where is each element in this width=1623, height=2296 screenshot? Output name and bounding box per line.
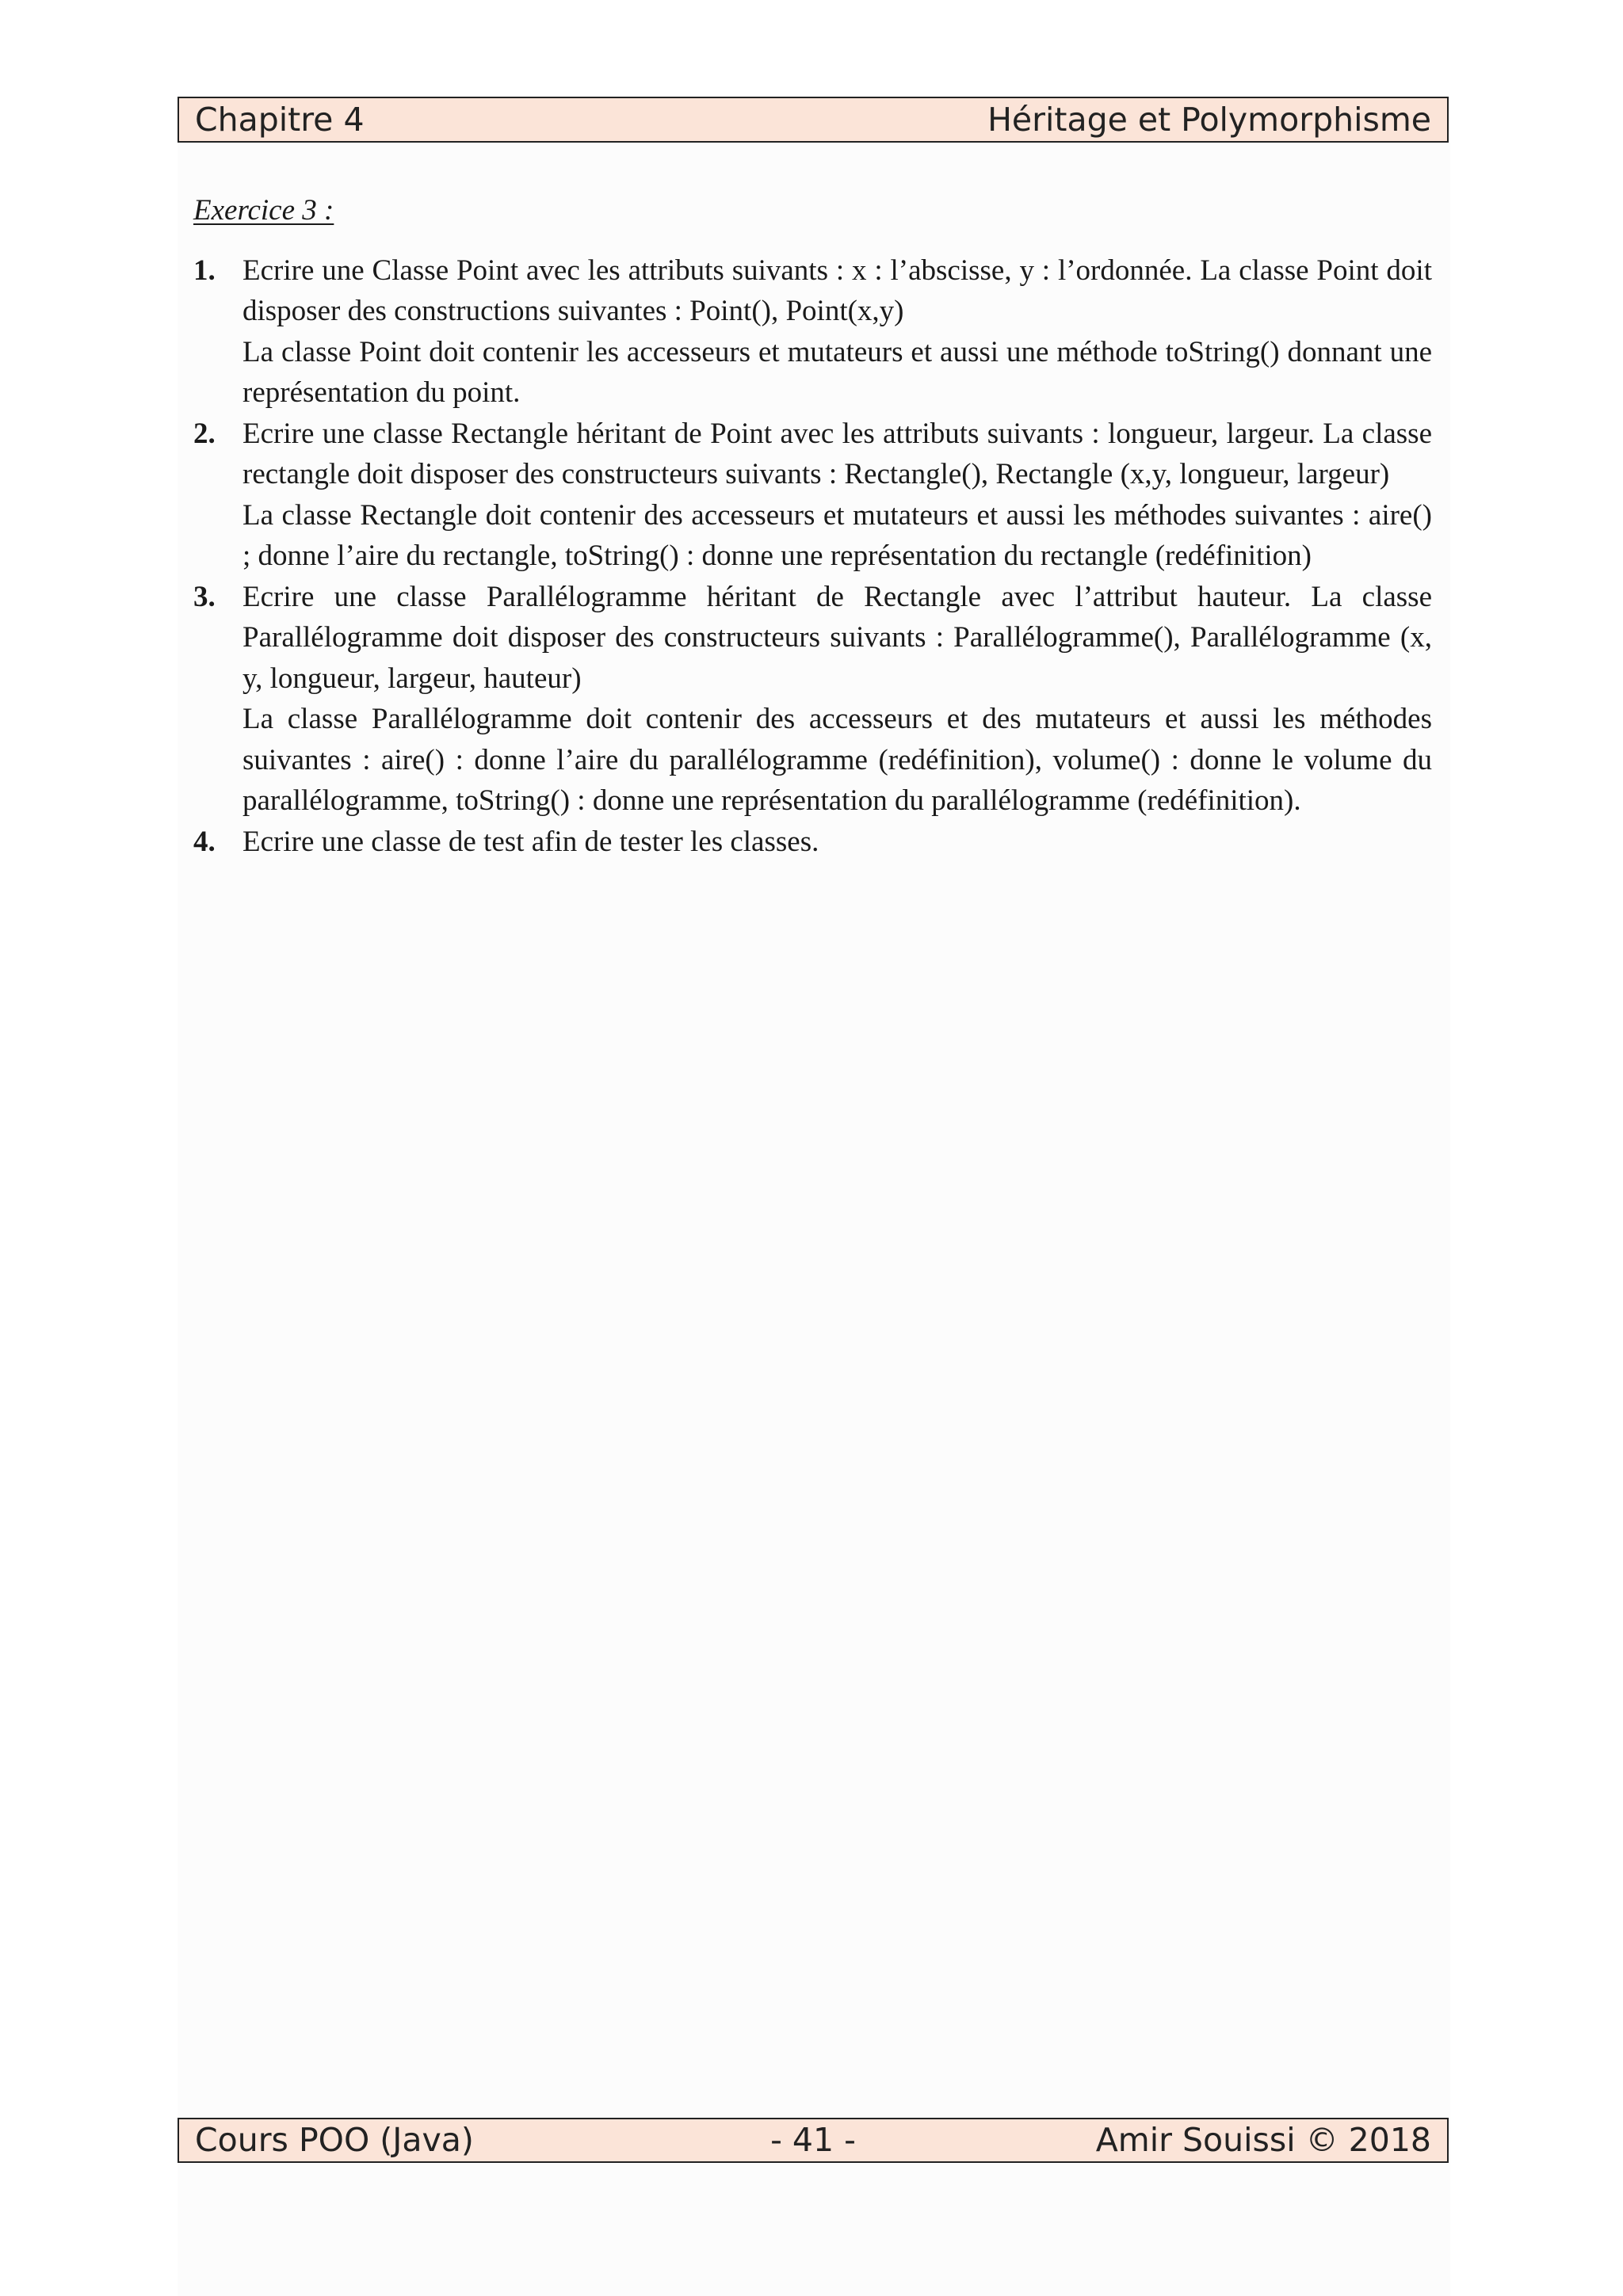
item-paragraph: La classe Parallélogramme doit contenir des accesseurs et des mutateurs et aussi les méthodes suivantes : aire() : donne l’aire du parallélogramme (redéfinition), volume() : donne le volume du parallélogramme, toString() : donne une représentation du parallélogramme (redéfinition).: [242, 703, 1432, 817]
list-item: [193, 822, 1432, 863]
chapter-label: Chapitre 4: [195, 100, 365, 139]
list-item: [193, 577, 1432, 822]
item-paragraph: Ecrire une classe de test afin de tester les classes.: [242, 825, 819, 858]
item-number: 3.: [193, 580, 216, 613]
list-item: [193, 250, 1432, 414]
item-paragraph: Ecrire une classe Parallélogramme héritant de Rectangle avec l’attribut hauteur. La classe Parallélogramme doit disposer des constructeurs suivants : Parallélogramme(), Parallélogramme (x, y, longueur, largeur, hauteur): [242, 580, 1432, 695]
exercise-section: [193, 190, 1432, 862]
page-header: [178, 97, 1449, 143]
chapter-title: Héritage et Polymorphisme: [987, 100, 1431, 139]
page-footer: [178, 2118, 1449, 2163]
item-paragraph: Ecrire une Classe Point avec les attributs suivants : x : l’abscisse, y : l’ordonnée. La classe Point doit disposer des constructions suivantes : Point(), Point(x,y): [242, 254, 1432, 327]
item-paragraph: La classe Point doit contenir les accesseurs et mutateurs et aussi une méthode toString() donnant une représentation du point.: [242, 335, 1432, 409]
item-number: 4.: [193, 825, 216, 858]
copyright: Amir Souissi © 2018: [1095, 2121, 1431, 2159]
list-item: [193, 414, 1432, 577]
item-paragraph: La classe Rectangle doit contenir des accesseurs et mutateurs et aussi les méthodes suivantes : aire() ; donne l’aire du rectangle, toString() : donne une représentation du rectangle (redéfinition): [242, 498, 1432, 572]
exercise-title: Exercice 3 :: [193, 194, 334, 227]
item-paragraph: Ecrire une classe Rectangle héritant de Point avec les attributs suivants : longueur, largeur. La classe rectangle doit disposer des constructeurs suivants : Rectangle(), Rectangle (x,y, longueur, largeur): [242, 417, 1432, 490]
item-number: 2.: [193, 417, 216, 450]
course-name: Cours POO (Java): [195, 2121, 474, 2159]
item-number: 1.: [193, 254, 216, 287]
page-number: - 41 -: [770, 2121, 856, 2159]
